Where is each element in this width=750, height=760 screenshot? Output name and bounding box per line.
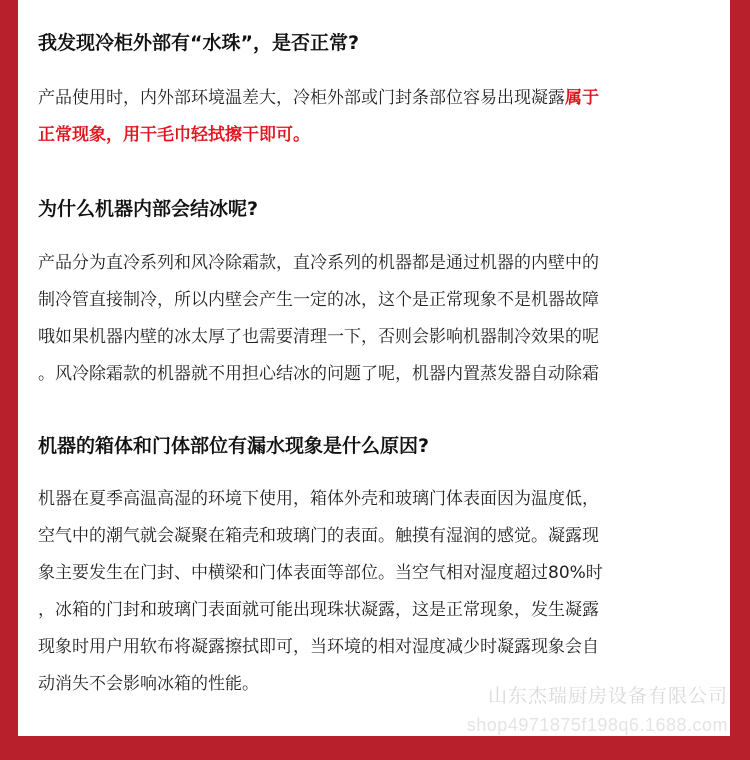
highlight-text: 属于 [565, 88, 599, 108]
highlight-line: 正常现象，用干毛巾轻拭擦干即可。 [38, 125, 310, 145]
faq-question: 机器的箱体和门体部位有漏水现象是什么原因? [38, 435, 430, 457]
answer-line: ，冰箱的门封和玻璃门表面就可能出现珠状凝露，这是正常现象，发生凝露 [38, 600, 599, 620]
faq-question: 我发现冷柜外部有“水珠”，是否正常? [38, 32, 359, 54]
faq-answer [38, 481, 718, 703]
faq-item [38, 29, 718, 154]
answer-line: 象主要发生在门封、中横梁和门体表面等部位。当空气相对湿度超过80%时 [38, 563, 603, 583]
faq-question: 为什么机器内部会结冰呢? [38, 198, 259, 220]
answer-line: 。风冷除霜款的机器就不用担心结冰的问题了呢，机器内置蒸发器自动除霜 [38, 364, 599, 384]
faq-answer [38, 245, 718, 393]
answer-line [38, 80, 718, 117]
answer-line: 产品分为直冷系列和风冷除霜款，直冷系列的机器都是通过机器的内壁中的 [38, 253, 599, 273]
answer-line: 制冷管直接制冷，所以内壁会产生一定的冰，这个是正常现象不是机器故障 [38, 290, 599, 310]
faq-answer [38, 80, 718, 154]
faq-item [38, 432, 718, 703]
shop-url-watermark: shop4971875f198q6.1688.com [466, 715, 728, 735]
answer-line: 动消失不会影响冰箱的性能。 [38, 674, 259, 694]
answer-line: 现象时用户用软布将凝露擦拭即可，当环境的相对湿度减少时凝露现象会自 [38, 637, 599, 657]
answer-text: 产品使用时，内外部环境温差大，冷柜外部或门封条部位容易出现凝露 [38, 88, 565, 108]
content-panel [18, 0, 730, 736]
answer-line: 机器在夏季高温高湿的环境下使用，箱体外壳和玻璃门体表面因为温度低， [38, 489, 599, 509]
answer-line: 空气中的潮气就会凝聚在箱壳和玻璃门的表面。触摸有湿润的感觉。凝露现 [38, 526, 599, 546]
shop-name-watermark: 山东杰瑞厨房设备有限公司 [487, 686, 728, 707]
answer-line: 哦如果机器内壁的冰太厚了也需要清理一下，否则会影响机器制冷效果的呢 [38, 327, 599, 347]
faq-item [38, 195, 718, 393]
